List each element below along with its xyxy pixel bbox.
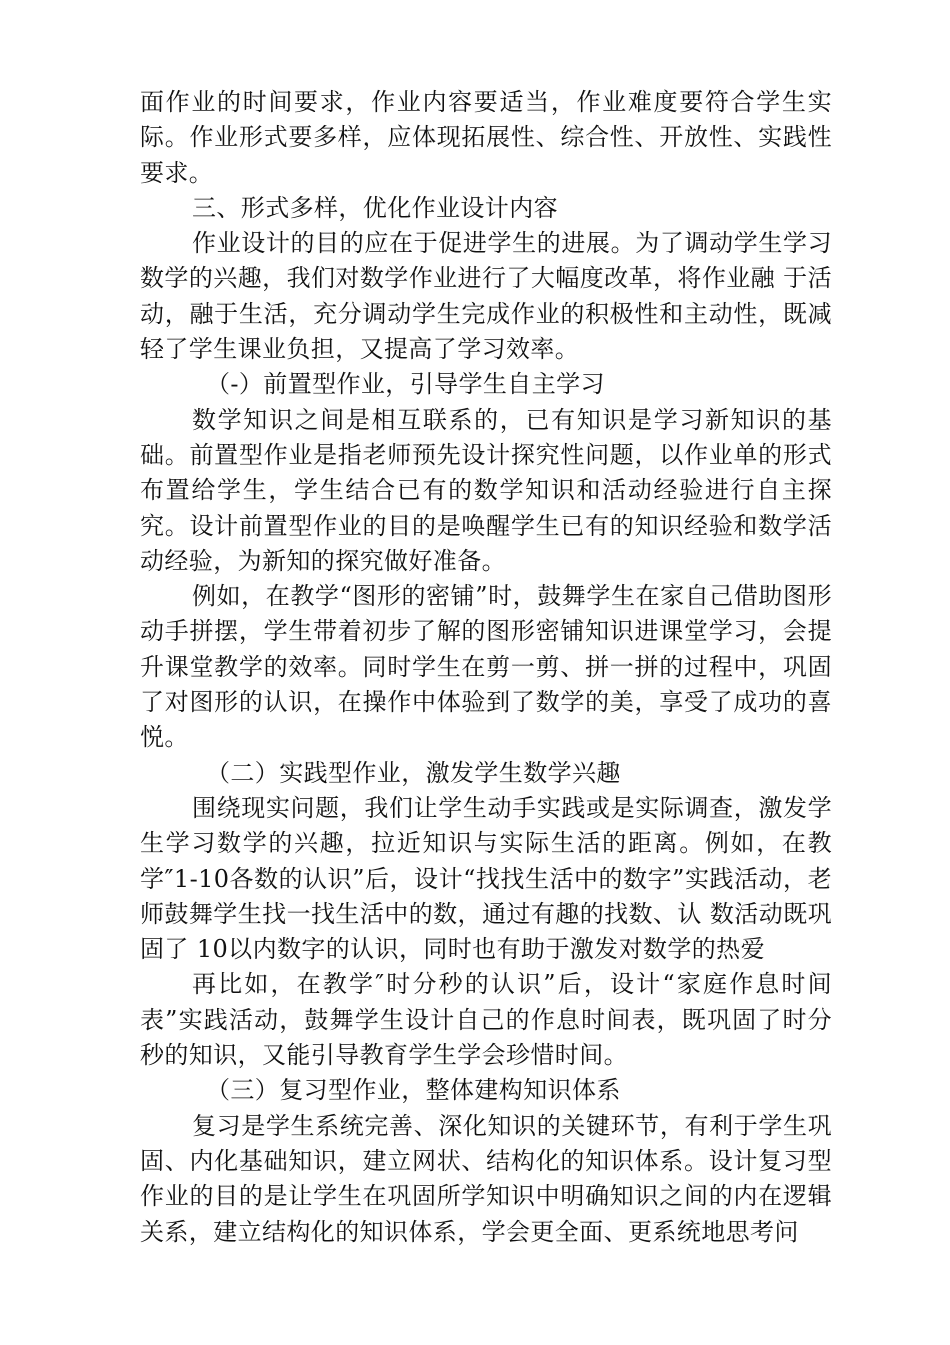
paragraph-section-intro: 作业设计的目的应在于促进学生的进展。为了调动学生学习数学的兴趣，我们对数学作业进行了大幅度改革，将作业融 于活动，融于生活，充分调动学生完成作业的积极性和主动性，既减轻了学生课业负担，又提高了学习效率。: [140, 229, 832, 364]
paragraph-continuation: 面作业的时间要求，作业内容要适当，作业难度要符合学生实际。作业形式要多样，应体现拓展性、综合性、开放性、实践性要求。: [140, 88, 832, 187]
paragraph-time-example: 再比如，在教学″时分秒的认识”后，设计“家庭作息时间表”实践活动，鼓舞学生设计自己的作息时间表，既巩固了时分秒的知识，又能引导教育学生学会珍惜时间。: [140, 970, 832, 1070]
paragraph-practice-homework: 围绕现实问题，我们让学生动手实践或是实际调查，激发学生学习数学的兴趣，拉近知识与实际生活的距离。例如，在教学″1-10各数的认识”后，设计“找找生活中的数字”实践活动，老师鼓舞学生找一找生活中的数，通过有趣的找数、认 数活动既巩固了 10以内数字的认识，同时也有助于激发对数学的热爱: [140, 793, 832, 964]
paragraph-preview-homework: 数学知识之间是相互联系的，已有知识是学习新知识的基础。前置型作业是指老师预先设计探究性问题，以作业单的形式布置给学生，学生结合已有的数学知识和活动经验进行自主探究。设计前置型作业的目的是唤醒学生已有的知识经验和数学活动经验，为新知的探究做好准备。: [140, 405, 832, 575]
paragraph-review-homework: 复习是学生系统完善、深化知识的关键环节，有利于学生巩固、内化基础知识，建立网状、结构化的知识体系。设计复习型作业的目的是让学生在巩固所学知识中明确知识之间的内在逻辑关系，建立结构化的知识体系，学会更全面、更系统地思考问: [140, 1111, 832, 1246]
section-heading-three: 三、形式多样，优化作业设计内容: [192, 193, 558, 222]
subheading-preview-homework: （-）前置型作业，引导学生自主学习: [206, 370, 605, 399]
paragraph-tessellation-example: 例如，在教学“图形的密铺”时，鼓舞学生在家自己借助图形动手拼摆，学生带着初步了解的图形密铺知识进课堂学习，会提升课堂教学的效率。同时学生在剪一剪、拼一拼的过程中，巩固了对图形的认识，在操作中体验到了数学的美，享受了成功的喜悦。: [140, 582, 832, 752]
subheading-review-homework: （三）复习型作业，整体建构知识体系: [206, 1076, 621, 1105]
subheading-practice-homework: （二）实践型作业，激发学生数学兴趣: [206, 758, 621, 787]
document-body: [140, 85, 832, 1250]
